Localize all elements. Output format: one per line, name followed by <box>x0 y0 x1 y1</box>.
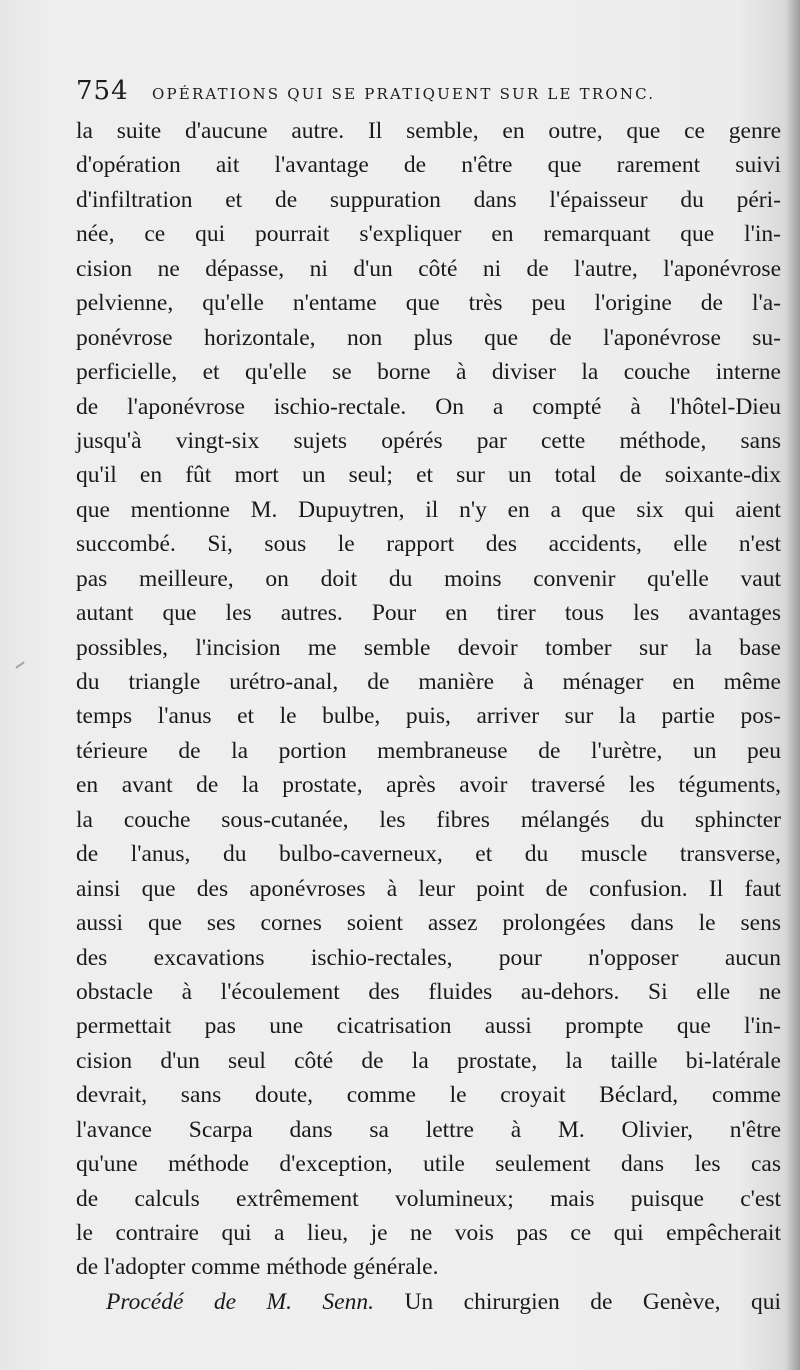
text-line: temps l'anus et le bulbe, puis, arriver sur la partie pos- <box>76 703 781 730</box>
text-line: cision ne dépasse, ni d'un côté ni de l'autre, l'aponévrose <box>76 255 781 282</box>
text-line: l'avance Scarpa dans sa lettre à M. Olivier, n'être <box>76 1116 781 1143</box>
text-line: de l'aponévrose ischio-rectale. On a compté à l'hôtel-Dieu <box>76 393 781 420</box>
text-line: perficielle, et qu'elle se borne à diviser la couche interne <box>76 359 781 386</box>
text-line: que mentionne M. Dupuytren, il n'y en a que six qui aient <box>76 496 781 523</box>
procedure-paragraph-start <box>76 1285 781 1319</box>
text-line: permettait pas une cicatrisation aussi prompte que l'in- <box>76 1013 781 1040</box>
text-line: qu'il en fût mort un seul; et sur un total de soixante-dix <box>76 462 781 489</box>
margin-pencil-mark <box>15 661 24 668</box>
text-line: la couche sous-cutanée, les fibres mélangés du sphincter <box>76 806 781 833</box>
procedure-title: Procédé de M. Senn. <box>106 1288 374 1315</box>
text-line: cision d'un seul côté de la prostate, la taille bi-latérale <box>76 1047 781 1074</box>
text-line: des excavations ischio-rectales, pour n'opposer aucun <box>76 944 781 971</box>
text-line: qu'une méthode d'exception, utile seulement dans les cas <box>76 1151 781 1178</box>
text-line: pelvienne, qu'elle n'entame que très peu l'origine de l'a- <box>76 290 781 317</box>
text-line: la suite d'aucune autre. Il semble, en outre, que ce genre <box>76 118 781 144</box>
text-line: en avant de la prostate, après avoir traversé les téguments, <box>76 772 781 799</box>
text-line: de l'anus, du bulbo-caverneux, et du muscle transverse, <box>76 841 781 868</box>
text-line: née, ce qui pourrait s'expliquer en remarquant que l'in- <box>76 221 781 248</box>
text-line: obstacle à l'écoulement des fluides au-dehors. Si elle ne <box>76 978 781 1005</box>
text-line: ainsi que des aponévroses à leur point de confusion. Il faut <box>76 875 781 902</box>
text-line: succombé. Si, sous le rapport des accidents, elle n'est <box>76 531 781 558</box>
text-line: du triangle urétro-anal, de manière à ménager en même <box>76 669 781 695</box>
text-line: jusqu'à vingt-six sujets opérés par cette méthode, sans <box>76 427 781 454</box>
text-line: possibles, l'incision me semble devoir tomber sur la base <box>76 634 781 661</box>
page-header <box>76 76 726 112</box>
procedure-text: Un chirurgien de Genève, qui <box>404 1288 782 1315</box>
text-line: pas meilleure, on doit du moins convenir qu'elle vaut <box>76 565 781 592</box>
text-line: de calculs extrêmement volumineux; mais puisque c'est <box>76 1185 781 1212</box>
text-line: le contraire qui a lieu, je ne vois pas ce qui empêcherait <box>76 1220 781 1246</box>
page-edge-shadow <box>786 0 800 1370</box>
text-line: d'opération ait l'avantage de n'être que rarement suivi <box>76 152 781 179</box>
page-number: 754 <box>76 76 129 106</box>
text-line: de l'adopter comme méthode générale. <box>76 1254 439 1281</box>
text-line: ponévrose horizontale, non plus que de l'aponévrose su- <box>76 324 781 351</box>
body-text <box>76 114 781 1319</box>
text-line: autant que les autres. Pour en tirer tous les avantages <box>76 600 781 627</box>
text-line: aussi que ses cornes soient assez prolongées dans le sens <box>76 910 781 937</box>
text-line: devrait, sans doute, comme le croyait Béclard, comme <box>76 1082 781 1109</box>
text-line: térieure de la portion membraneuse de l'urètre, un peu <box>76 737 781 764</box>
running-head: OPÉRATIONS QUI SE PRATIQUENT SUR LE TRONC. <box>152 85 656 103</box>
text-line: d'infiltration et de suppuration dans l'épaisseur du péri- <box>76 186 781 213</box>
